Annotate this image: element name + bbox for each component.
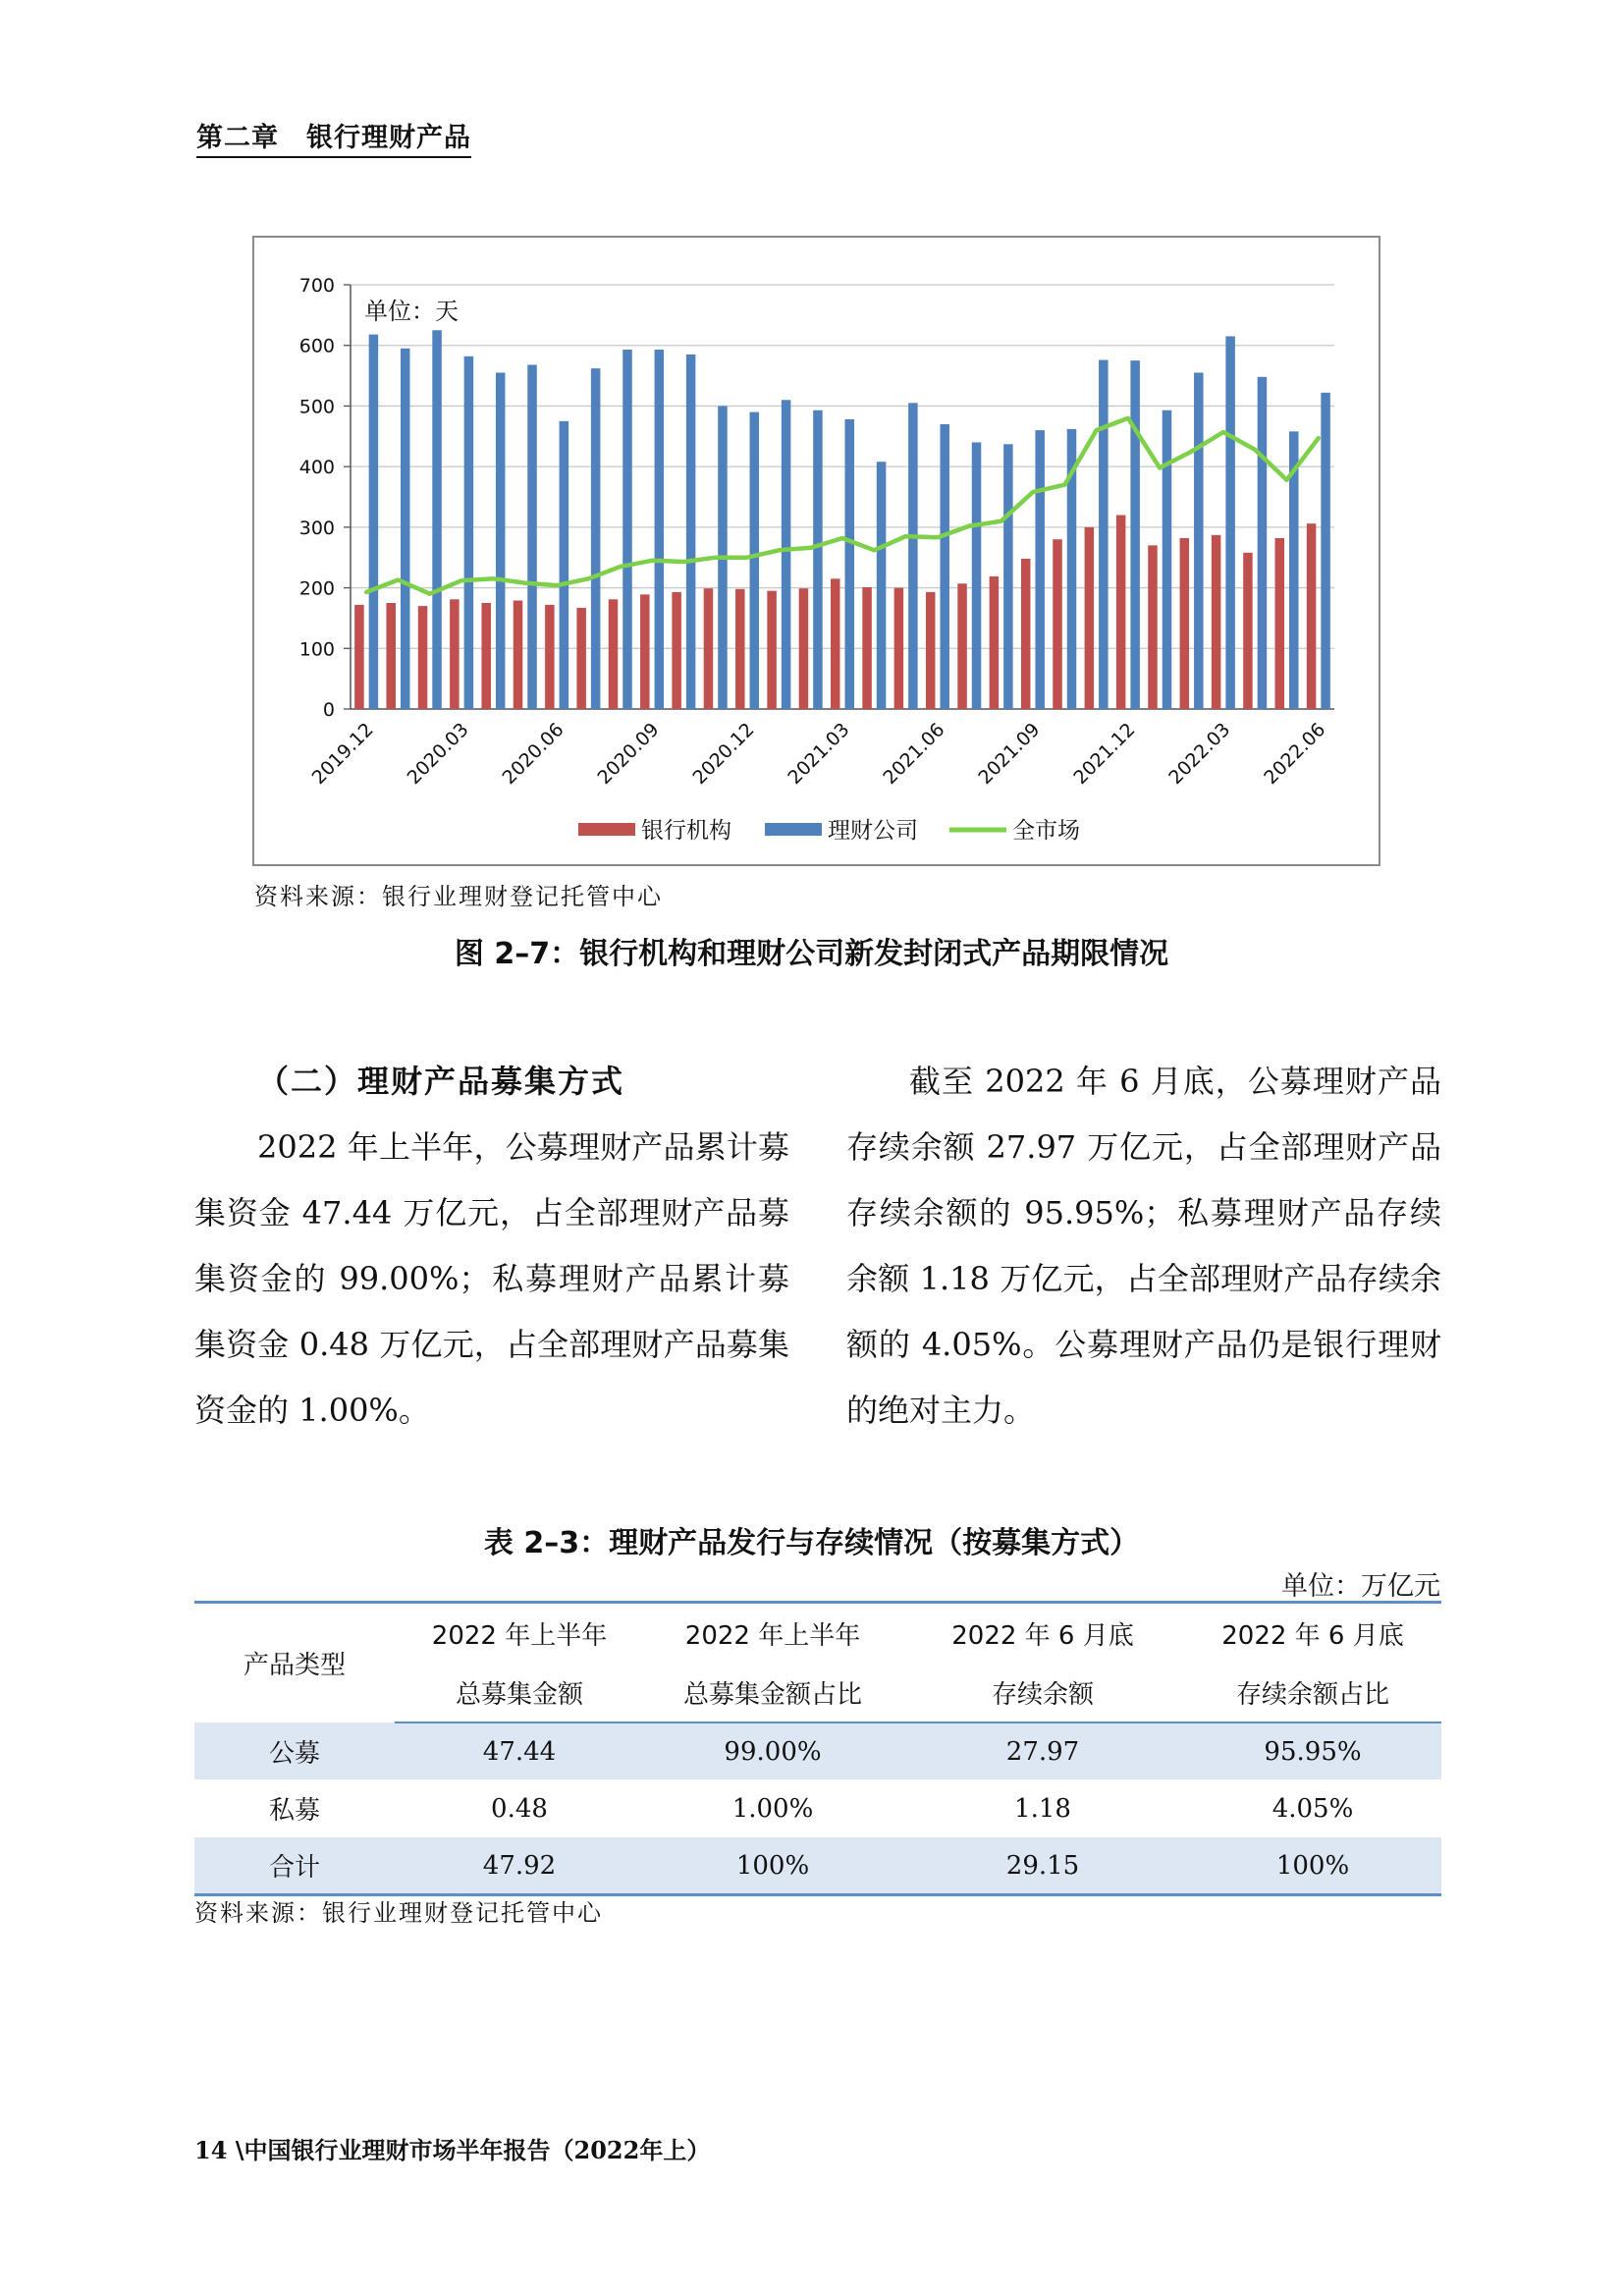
bar — [432, 330, 442, 709]
cell: 47.92 — [395, 1837, 644, 1895]
table-row — [194, 1780, 1441, 1837]
bar — [1243, 553, 1253, 709]
bar — [1163, 410, 1172, 709]
bar — [1194, 372, 1204, 709]
x-tick-label: 2020.09 — [593, 718, 664, 790]
bar — [609, 599, 619, 709]
bar — [1053, 539, 1062, 709]
y-tick-label: 700 — [298, 275, 335, 297]
y-tick-label: 200 — [298, 577, 335, 600]
bar — [845, 419, 855, 709]
y-tick-label: 100 — [298, 638, 335, 661]
bar — [750, 412, 760, 709]
bar — [560, 421, 569, 709]
header-product-type: 产品类型 — [243, 1651, 346, 1680]
bar — [1035, 430, 1045, 709]
bar — [1307, 523, 1317, 709]
bar — [672, 592, 681, 709]
bar — [418, 606, 428, 709]
y-tick-label: 500 — [298, 396, 335, 418]
legend-swatch — [578, 823, 635, 836]
x-tick-label: 2021.09 — [974, 718, 1045, 790]
page-footer: 14 \中国银行业理财市场半年报告（2022年上） — [194, 2136, 711, 2164]
x-tick-label: 2021.03 — [784, 718, 854, 790]
bar — [972, 442, 982, 709]
bar — [1130, 360, 1140, 709]
bar — [481, 603, 491, 709]
cell: 100% — [644, 1837, 901, 1895]
y-tick-label: 400 — [298, 457, 335, 479]
bar — [545, 605, 555, 709]
chart-source: 资料来源：银行业理财登记托管中心 — [254, 883, 663, 910]
bar — [576, 608, 586, 709]
bar — [813, 410, 823, 709]
bar — [1180, 538, 1190, 709]
bar — [1116, 516, 1126, 709]
bar — [908, 403, 918, 709]
bar — [1099, 360, 1109, 709]
left-column — [194, 1049, 789, 1444]
x-tick-label: 2021.12 — [1069, 718, 1140, 790]
row-label: 公募 — [194, 1722, 395, 1780]
bar — [1021, 559, 1031, 709]
header-line1: 2022 年 6 月底 — [951, 1620, 1134, 1651]
x-tick-label: 2020.06 — [498, 718, 568, 790]
x-tick-label: 2022.06 — [1260, 718, 1330, 790]
bar — [940, 424, 949, 709]
x-tick-label: 2021.06 — [879, 718, 949, 790]
bar — [1321, 393, 1330, 709]
y-tick-label: 300 — [298, 517, 335, 539]
bar — [686, 355, 696, 709]
bar — [401, 349, 410, 709]
y-tick-label: 600 — [298, 335, 335, 357]
bar — [735, 589, 745, 709]
y-tick-label: 0 — [322, 699, 335, 721]
x-tick-label: 2022.03 — [1164, 718, 1235, 790]
table-row — [194, 1722, 1441, 1780]
figure-caption: 图 2–7：银行机构和理财公司新发封闭式产品期限情况 — [454, 937, 1169, 971]
bar — [782, 400, 791, 709]
table-row — [194, 1837, 1441, 1895]
legend-label: 全市场 — [1012, 818, 1080, 844]
bar — [894, 588, 904, 709]
bar — [591, 368, 601, 709]
legend-label: 理财公司 — [828, 818, 918, 844]
cell: 1.18 — [901, 1780, 1184, 1837]
fundraising-table — [194, 1601, 1441, 1896]
cell: 100% — [1184, 1837, 1441, 1895]
bar — [1275, 538, 1285, 709]
cell: 99.00% — [644, 1722, 901, 1780]
bar — [527, 364, 537, 709]
header-line1: 2022 年上半年 — [431, 1620, 608, 1651]
unit-label: 单位：天 — [364, 298, 459, 325]
header-line1: 2022 年 6 月底 — [1221, 1620, 1404, 1651]
bar — [1258, 377, 1268, 709]
header-line2: 存续余额 — [901, 1663, 1184, 1722]
legend-label: 银行机构 — [641, 818, 731, 844]
bar — [862, 587, 872, 709]
bar — [464, 356, 474, 709]
header-line2: 存续余额占比 — [1184, 1663, 1441, 1722]
cell: 4.05% — [1184, 1780, 1441, 1837]
table-source: 资料来源：银行业理财登记托管中心 — [194, 1899, 603, 1927]
cell: 0.48 — [395, 1780, 644, 1837]
header-line1: 2022 年上半年 — [684, 1620, 861, 1651]
bar — [386, 603, 396, 709]
bar — [767, 591, 777, 709]
bar — [1003, 444, 1013, 709]
bar — [877, 462, 887, 709]
table-unit: 单位：万亿元 — [1281, 1571, 1440, 1602]
bar — [957, 583, 967, 709]
section-subheading: （二）理财产品募集方式 — [257, 1063, 625, 1100]
bar — [1212, 535, 1221, 709]
header-line2: 总募集金额占比 — [644, 1663, 901, 1722]
bar — [514, 601, 523, 709]
chart-frame — [252, 236, 1380, 866]
bar — [704, 588, 714, 709]
chapter-title: 第二章 银行理财产品 — [196, 116, 471, 158]
right-column — [846, 1049, 1441, 1444]
bar — [640, 594, 650, 709]
bar — [369, 335, 379, 709]
bar — [450, 599, 460, 709]
legend-swatch — [765, 823, 822, 836]
row-label: 合计 — [194, 1837, 395, 1895]
cell: 27.97 — [901, 1722, 1184, 1780]
bar — [354, 605, 364, 709]
series-line — [366, 418, 1319, 594]
bar — [799, 588, 809, 709]
x-tick-label: 2020.03 — [403, 718, 473, 790]
bar — [926, 592, 936, 709]
cell: 1.00% — [644, 1780, 901, 1837]
cell: 29.15 — [901, 1837, 1184, 1895]
duration-chart — [254, 238, 1382, 868]
bar — [831, 578, 840, 709]
bar — [990, 576, 1000, 709]
row-label: 私募 — [194, 1780, 395, 1837]
bar — [1225, 336, 1235, 709]
right-paragraph: 截至 2022 年 6 月底，公募理财产品存续余额 27.97 万亿元，占全部理财产品存续余额的 95.95%；私募理财产品存续余额 1.18 万亿元，占全部理财产品存续余额的 4.05%。公募理财产品仍是银行理财的绝对主力。 — [846, 1063, 1441, 1429]
cell: 47.44 — [395, 1722, 644, 1780]
bar — [1085, 527, 1095, 709]
table-caption: 表 2–3：理财产品发行与存续情况（按募集方式） — [483, 1526, 1140, 1560]
cell: 95.95% — [1184, 1722, 1441, 1780]
bar — [655, 350, 665, 709]
x-tick-label: 2019.12 — [307, 718, 378, 790]
x-tick-label: 2020.12 — [688, 718, 759, 790]
bar — [496, 372, 506, 709]
header-line2: 总募集金额 — [395, 1663, 644, 1722]
left-paragraph: 2022 年上半年，公募理财产品累计募集资金 47.44 万亿元，占全部理财产品募集资金的 99.00%；私募理财产品累计募集资金 0.48 万亿元，占全部理财产品募集资金的 1.00%。 — [194, 1128, 789, 1429]
bar — [622, 350, 632, 709]
bar — [1148, 545, 1158, 709]
